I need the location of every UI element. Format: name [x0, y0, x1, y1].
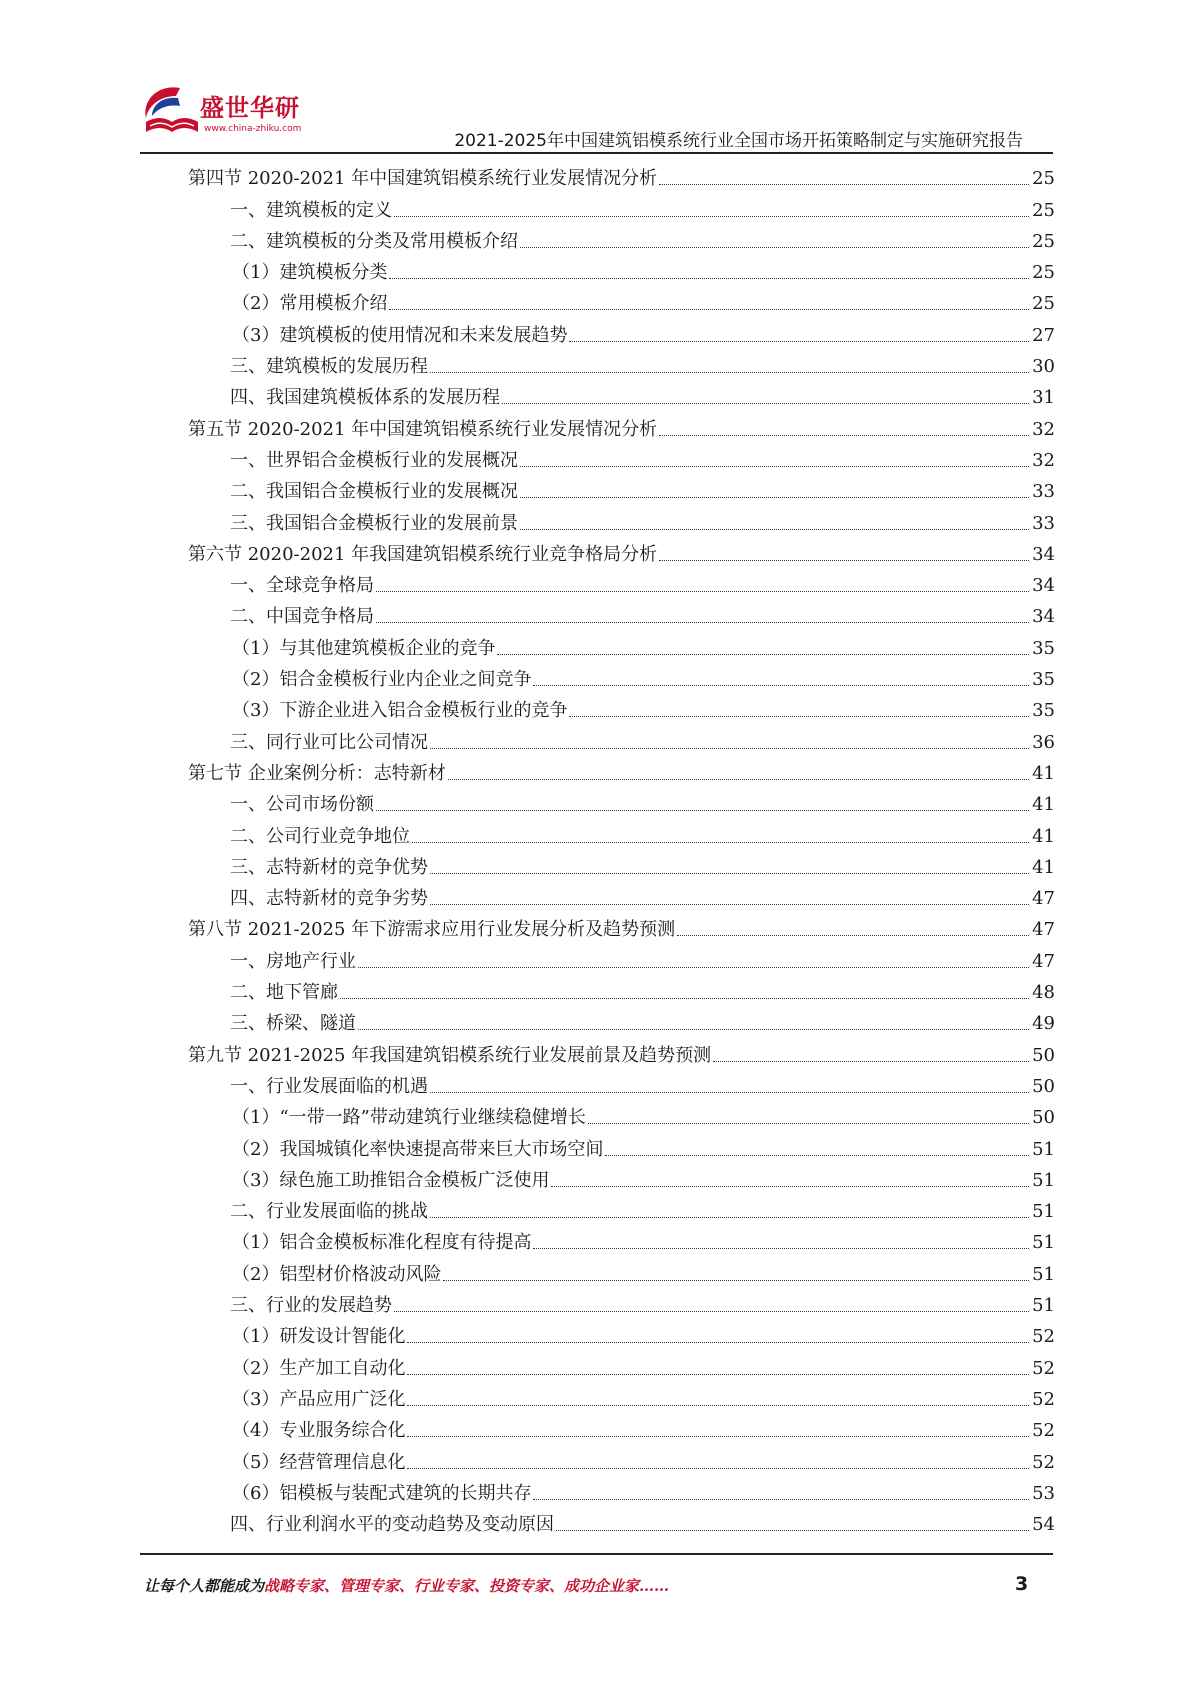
toc-entry-label: （2）常用模板介绍	[232, 293, 388, 315]
toc-dot-leader	[394, 1311, 1029, 1312]
toc-entry-label: （2）我国城镇化率快速提高带来巨大市场空间	[232, 1138, 604, 1160]
toc-entry-label: （1）铝合金模板标准化程度有待提高	[232, 1232, 532, 1254]
toc-dot-leader	[430, 748, 1029, 749]
toc-dot-leader	[713, 1061, 1029, 1062]
toc-entry-label: 三、我国铝合金模板行业的发展前景	[230, 512, 518, 534]
toc-entry-page: 54	[1032, 1514, 1055, 1536]
toc-dot-leader	[358, 1029, 1029, 1030]
toc-entry[interactable]	[232, 1162, 1055, 1193]
toc-dot-leader	[448, 779, 1029, 780]
toc-entry-page: 32	[1032, 449, 1055, 471]
toc-entry[interactable]	[230, 598, 1055, 629]
toc-dot-leader	[588, 1123, 1029, 1124]
toc-dot-leader	[443, 1280, 1029, 1281]
brand-url: www.china-zhiku.com	[204, 124, 302, 134]
toc-entry[interactable]	[188, 911, 1055, 942]
toc-dot-leader	[430, 873, 1029, 874]
toc-entry-page: 47	[1032, 950, 1055, 972]
page-number: 3	[1015, 1573, 1029, 1595]
toc-dot-leader	[533, 1248, 1029, 1249]
toc-entry-page: 49	[1032, 1013, 1055, 1035]
toc-entry[interactable]	[188, 755, 1055, 786]
toc-entry[interactable]	[232, 1412, 1055, 1443]
toc-entry-label: 四、志特新材的竞争劣势	[230, 888, 428, 910]
toc-dot-leader	[376, 810, 1029, 811]
toc-entry[interactable]	[230, 473, 1055, 504]
toc-dot-leader	[430, 904, 1029, 905]
toc-entry-label: （2）铝型材价格波动风险	[232, 1263, 442, 1285]
toc-entry-page: 30	[1032, 356, 1055, 378]
toc-entry[interactable]	[188, 160, 1055, 191]
toc-dot-leader	[407, 1342, 1029, 1343]
toc-entry[interactable]	[188, 536, 1055, 567]
toc-entry-page: 51	[1032, 1169, 1055, 1191]
footer-slogan-lead: 让每个人都能成为	[144, 1577, 265, 1595]
footer-slogan-highlight: 战略专家、管理专家、行业专家、投资专家、成功企业家……	[264, 1577, 670, 1595]
brand-name: 盛世华研	[200, 94, 300, 122]
toc-entry[interactable]	[230, 442, 1055, 473]
toc-entry[interactable]	[232, 1443, 1055, 1474]
toc-entry-page: 51	[1032, 1138, 1055, 1160]
toc-entry-label: （5）经营管理信息化	[232, 1451, 406, 1473]
toc-entry-label: （2）铝合金模板行业内企业之间竞争	[232, 669, 532, 691]
toc-entry-page: 25	[1032, 168, 1055, 190]
toc-entry-page: 25	[1032, 199, 1055, 221]
toc-dot-leader	[569, 716, 1029, 717]
toc-entry[interactable]	[230, 1068, 1055, 1099]
toc-entry[interactable]	[232, 1475, 1055, 1506]
toc-entry-label: （4）专业服务综合化	[232, 1420, 406, 1442]
toc-dot-leader	[389, 278, 1029, 279]
footer-divider	[140, 1553, 1053, 1555]
toc-entry-label: （3）绿色施工助推铝合金模板广泛使用	[232, 1169, 550, 1191]
toc-entry-label: 一、全球竞争格局	[230, 575, 374, 597]
brand-logo	[140, 82, 310, 142]
toc-entry-label: 三、行业的发展趋势	[230, 1295, 392, 1317]
toc-entry[interactable]	[232, 1381, 1055, 1412]
toc-entry-page: 50	[1032, 1044, 1055, 1066]
toc-entry[interactable]	[230, 1193, 1055, 1224]
toc-dot-leader	[407, 1374, 1029, 1375]
toc-entry-label: 四、我国建筑模板体系的发展历程	[230, 387, 500, 409]
toc-entry-label: 二、中国竞争格局	[230, 606, 374, 628]
toc-entry-label: 二、行业发展面临的挑战	[230, 1201, 428, 1223]
toc-entry[interactable]	[230, 191, 1055, 222]
toc-dot-leader	[394, 216, 1029, 217]
toc-entry[interactable]	[230, 849, 1055, 880]
toc-entry-page: 50	[1032, 1107, 1055, 1129]
toc-entry-page: 52	[1032, 1388, 1055, 1410]
toc-entry-label: 一、世界铝合金模板行业的发展概况	[230, 449, 518, 471]
toc-entry-page: 34	[1032, 575, 1055, 597]
toc-entry-label: （1）建筑模板分类	[232, 262, 388, 284]
toc-entry[interactable]	[230, 1506, 1055, 1537]
toc-entry-page: 25	[1032, 262, 1055, 284]
toc-entry[interactable]	[230, 943, 1055, 974]
toc-entry[interactable]	[230, 880, 1055, 911]
toc-entry-label: 第五节 2020-2021 年中国建筑铝模系统行业发展情况分析	[188, 418, 658, 440]
footer-slogan	[144, 1575, 669, 1596]
toc-dot-leader	[407, 1468, 1029, 1469]
toc-entry-label: 一、建筑模板的定义	[230, 199, 392, 221]
toc-entry-page: 41	[1032, 794, 1055, 816]
toc-entry-page: 51	[1032, 1232, 1055, 1254]
toc-dot-leader	[556, 1530, 1029, 1531]
toc-dot-leader	[430, 1092, 1029, 1093]
toc-entry-label: （6）铝模板与装配式建筑的长期共存	[232, 1482, 532, 1504]
toc-entry[interactable]	[230, 974, 1055, 1005]
toc-entry-page: 25	[1032, 293, 1055, 315]
toc-dot-leader	[430, 1217, 1029, 1218]
toc-entry-label: （3）下游企业进入铝合金模板行业的竞争	[232, 700, 568, 722]
toc-entry[interactable]	[188, 410, 1055, 441]
toc-entry-page: 31	[1032, 387, 1055, 409]
toc-entry-page: 52	[1032, 1357, 1055, 1379]
toc-entry-page: 47	[1032, 919, 1055, 941]
toc-entry[interactable]	[230, 786, 1055, 817]
toc-dot-leader	[358, 967, 1029, 968]
toc-entry-label: 二、建筑模板的分类及常用模板介绍	[230, 230, 518, 252]
toc-entry-label: 第八节 2021-2025 年下游需求应用行业发展分析及趋势预测	[188, 919, 676, 941]
toc-entry-label: 三、志特新材的竞争优势	[230, 856, 428, 878]
toc-entry-label: （3）产品应用广泛化	[232, 1388, 406, 1410]
toc-entry-label: 三、桥梁、隧道	[230, 1013, 356, 1035]
toc-entry-label: 三、建筑模板的发展历程	[230, 356, 428, 378]
toc-entry[interactable]	[232, 1349, 1055, 1380]
toc-dot-leader	[533, 685, 1029, 686]
toc-entry-page: 50	[1032, 1075, 1055, 1097]
toc-entry-page: 32	[1032, 418, 1055, 440]
toc-entry[interactable]	[232, 692, 1055, 723]
toc-entry[interactable]	[232, 1099, 1055, 1130]
toc-entry-label: （1）“一带一路”带动建筑行业继续稳健增长	[232, 1107, 586, 1129]
toc-dot-leader	[551, 1186, 1029, 1187]
toc-entry-label: 一、公司市场份额	[230, 794, 374, 816]
toc-entry-page: 52	[1032, 1326, 1055, 1348]
toc-entry-page: 41	[1032, 825, 1055, 847]
toc-dot-leader	[376, 591, 1029, 592]
toc-entry-page: 33	[1032, 512, 1055, 534]
toc-entry-label: 二、我国铝合金模板行业的发展概况	[230, 481, 518, 503]
toc-entry-label: 三、同行业可比公司情况	[230, 731, 428, 753]
toc-entry-page: 41	[1032, 762, 1055, 784]
toc-dot-leader	[407, 1436, 1029, 1437]
toc-entry-page: 27	[1032, 324, 1055, 346]
logo-emblem-icon	[140, 82, 204, 142]
toc-dot-leader	[659, 184, 1029, 185]
toc-dot-leader	[389, 309, 1029, 310]
toc-entry-page: 35	[1032, 669, 1055, 691]
toc-dot-leader	[659, 435, 1029, 436]
toc-entry[interactable]	[230, 1005, 1055, 1036]
toc-entry[interactable]	[232, 1256, 1055, 1287]
header-divider	[140, 152, 1053, 154]
toc-entry[interactable]	[232, 317, 1055, 348]
toc-dot-leader	[605, 1155, 1029, 1156]
toc-entry[interactable]	[230, 723, 1055, 754]
toc-entry-label: 四、行业利润水平的变动趋势及变动原因	[230, 1514, 554, 1536]
toc-entry[interactable]	[230, 348, 1055, 379]
toc-dot-leader	[520, 466, 1029, 467]
toc-entry-page: 34	[1032, 543, 1055, 565]
toc-dot-leader	[569, 341, 1029, 342]
toc-entry-page: 51	[1032, 1263, 1055, 1285]
toc-entry-label: 二、公司行业竞争地位	[230, 825, 410, 847]
report-title: 2021-2025年中国建筑铝模系统行业全国市场开拓策略制定与实施研究报告	[454, 131, 1023, 151]
toc-dot-leader	[340, 998, 1029, 999]
toc-dot-leader	[677, 935, 1029, 936]
toc-dot-leader	[376, 622, 1029, 623]
toc-entry-label: （2）生产加工自动化	[232, 1357, 406, 1379]
toc-entry-label: 第六节 2020-2021 年我国建筑铝模系统行业竞争格局分析	[188, 543, 658, 565]
toc-entry-page: 51	[1032, 1295, 1055, 1317]
toc-entry-page: 41	[1032, 856, 1055, 878]
toc-entry-label: 第九节 2021-2025 年我国建筑铝模系统行业发展前景及趋势预测	[188, 1044, 712, 1066]
toc-entry[interactable]	[230, 379, 1055, 410]
toc-entry-label: 一、行业发展面临的机遇	[230, 1075, 428, 1097]
toc-dot-leader	[407, 1405, 1029, 1406]
toc-entry-page: 25	[1032, 230, 1055, 252]
toc-entry-page: 48	[1032, 982, 1055, 1004]
toc-entry[interactable]	[232, 1224, 1055, 1255]
toc-entry-label: （1）研发设计智能化	[232, 1326, 406, 1348]
page-header	[0, 0, 1191, 150]
toc-entry-label: 一、房地产行业	[230, 950, 356, 972]
toc-entry-label: 二、地下管廊	[230, 982, 338, 1004]
toc-entry[interactable]	[232, 285, 1055, 316]
toc-entry[interactable]	[188, 1036, 1055, 1067]
toc-dot-leader	[497, 654, 1029, 655]
toc-dot-leader	[520, 247, 1029, 248]
toc-entry-label: （1）与其他建筑模板企业的竞争	[232, 637, 496, 659]
toc-dot-leader	[520, 529, 1029, 530]
toc-dot-leader	[502, 403, 1029, 404]
toc-entry-page: 53	[1032, 1482, 1055, 1504]
toc-entry[interactable]	[230, 223, 1055, 254]
toc-entry-page: 52	[1032, 1420, 1055, 1442]
toc-dot-leader	[533, 1499, 1029, 1500]
toc-entry-page: 35	[1032, 700, 1055, 722]
toc-entry-page: 36	[1032, 731, 1055, 753]
toc-dot-leader	[659, 560, 1029, 561]
toc-entry-page: 35	[1032, 637, 1055, 659]
toc-entry-label: 第七节 企业案例分析：志特新材	[188, 762, 446, 784]
toc-entry[interactable]	[230, 1287, 1055, 1318]
toc-entry[interactable]	[232, 254, 1055, 285]
toc-dot-leader	[520, 497, 1029, 498]
toc-entry-page: 33	[1032, 481, 1055, 503]
toc-entry[interactable]	[230, 567, 1055, 598]
toc-entry-page: 47	[1032, 888, 1055, 910]
toc-entry[interactable]	[232, 1318, 1055, 1349]
toc-entry-page: 34	[1032, 606, 1055, 628]
toc-entry[interactable]	[232, 630, 1055, 661]
toc-entry-page: 51	[1032, 1201, 1055, 1223]
toc-entry[interactable]	[230, 817, 1055, 848]
toc-dot-leader	[412, 842, 1029, 843]
toc-dot-leader	[430, 372, 1029, 373]
toc-entry[interactable]	[232, 661, 1055, 692]
toc-entry[interactable]	[230, 504, 1055, 535]
toc-entry[interactable]	[232, 1130, 1055, 1161]
toc-entry-label: 第四节 2020-2021 年中国建筑铝模系统行业发展情况分析	[188, 168, 658, 190]
toc-entry-label: （3）建筑模板的使用情况和未来发展趋势	[232, 324, 568, 346]
toc-entry-page: 52	[1032, 1451, 1055, 1473]
